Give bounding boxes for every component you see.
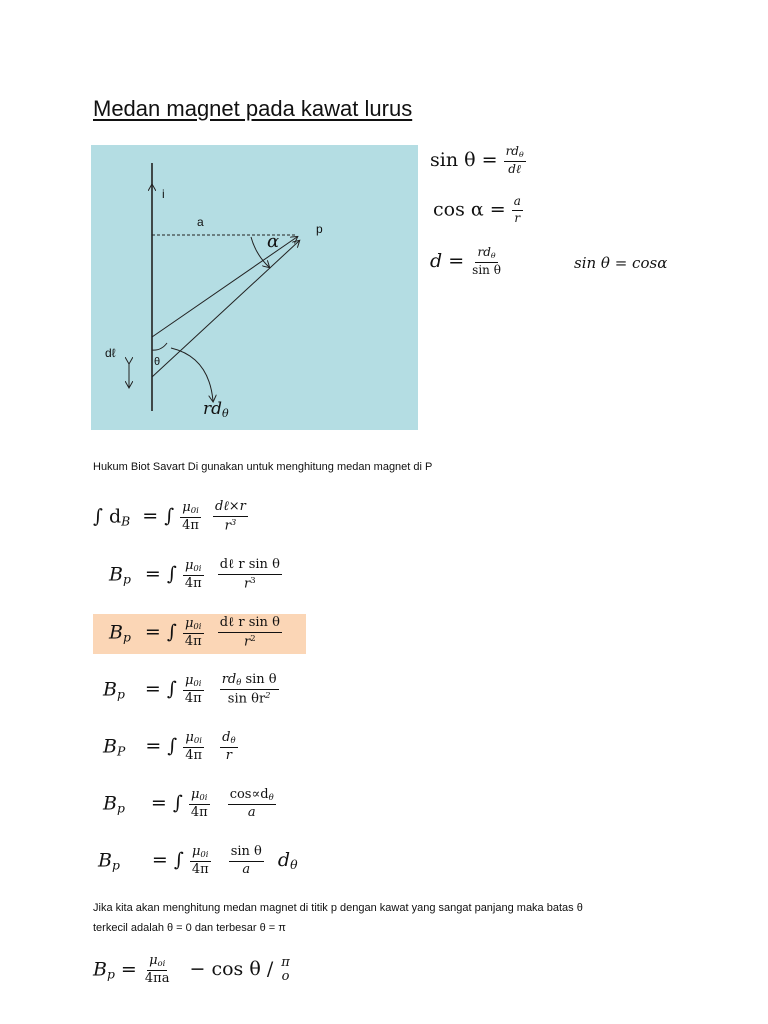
- equation-6: $B_p$ = ∫ $\frac{\mu_{0i}}{4\pi}$ $\frac{\cos\propto d_\theta}{a}$: [103, 787, 274, 820]
- limit-text-line-2: terkecil adalah θ = 0 dan terbesar θ = π: [93, 922, 286, 934]
- equation-7: $B_p$ = ∫ $\frac{\mu_{0i}}{4\pi}$ $\frac{\text{sin θ}}{a}$ $d_\theta$: [98, 844, 298, 877]
- limit-text-line-1: Jika kita akan menghitung medan magnet di titik p dengan kawat yang sangat panjang maka batas θ: [93, 902, 583, 914]
- r-line-upper: [152, 237, 297, 337]
- label-theta: θ: [154, 356, 161, 368]
- wire-diagram: [91, 145, 418, 430]
- equation-4: $B_p$ = ∫ $\frac{\mu_{0i}}{4\pi}$ $\frac{rd_\theta \sin \theta}{\sin \theta r^2}$: [103, 672, 277, 707]
- biot-savart-text: Hukum Biot Savart Di gunakan untuk menghitung medan magnet di P: [93, 461, 433, 473]
- equation-5: $B_P$ = ∫ $\frac{\mu_{0i}}{4\pi}$ $\frac{d_\theta}{r}$: [103, 730, 236, 763]
- label-dl: dℓ: [105, 346, 116, 360]
- label-alpha: α: [267, 231, 280, 252]
- label-p: p: [316, 222, 323, 236]
- r-line-lower: [152, 241, 299, 377]
- theta-arc: [152, 343, 167, 350]
- equation-1: ∫ $d_B$ = ∫ $\frac{\mu_{0i}}{4\pi}$ $\frac{\text{dℓ×r}}{r^3}$: [93, 499, 246, 534]
- label-a: a: [197, 215, 204, 229]
- rd-arrow: [171, 348, 213, 401]
- page-title: Medan magnet pada kawat lurus: [93, 96, 413, 121]
- equation-2: $B_p$ = ∫ $\frac{\mu_{0i}}{4\pi}$ $\frac{\text{dℓ r sin θ}}{r^3}$: [109, 557, 280, 592]
- formula-cos-alpha: cos α = $\frac{a}{r}$: [433, 194, 521, 225]
- diagram-drawing: [91, 145, 418, 430]
- formula-d: d = $\frac{rd_\theta}{\text{sin θ}}$: [430, 245, 501, 277]
- formula-sin-theta: sin θ = $\frac{rd_\theta}{\text{dℓ}}$: [430, 144, 524, 176]
- label-i: i: [162, 187, 165, 201]
- final-equation: $B_p$ = $\frac{\mu_{oi}}{4\pi a}$ − cos θ / π o: [93, 953, 290, 986]
- equation-3-highlighted: $B_p$ = ∫ $\frac{\mu_{0i}}{4\pi}$ $\frac{\text{dℓ r sin θ}}{r^2}$: [109, 615, 280, 650]
- label-rd-theta: $rd_\theta$: [203, 399, 229, 420]
- formula-identity: sin θ = cosα: [574, 254, 668, 272]
